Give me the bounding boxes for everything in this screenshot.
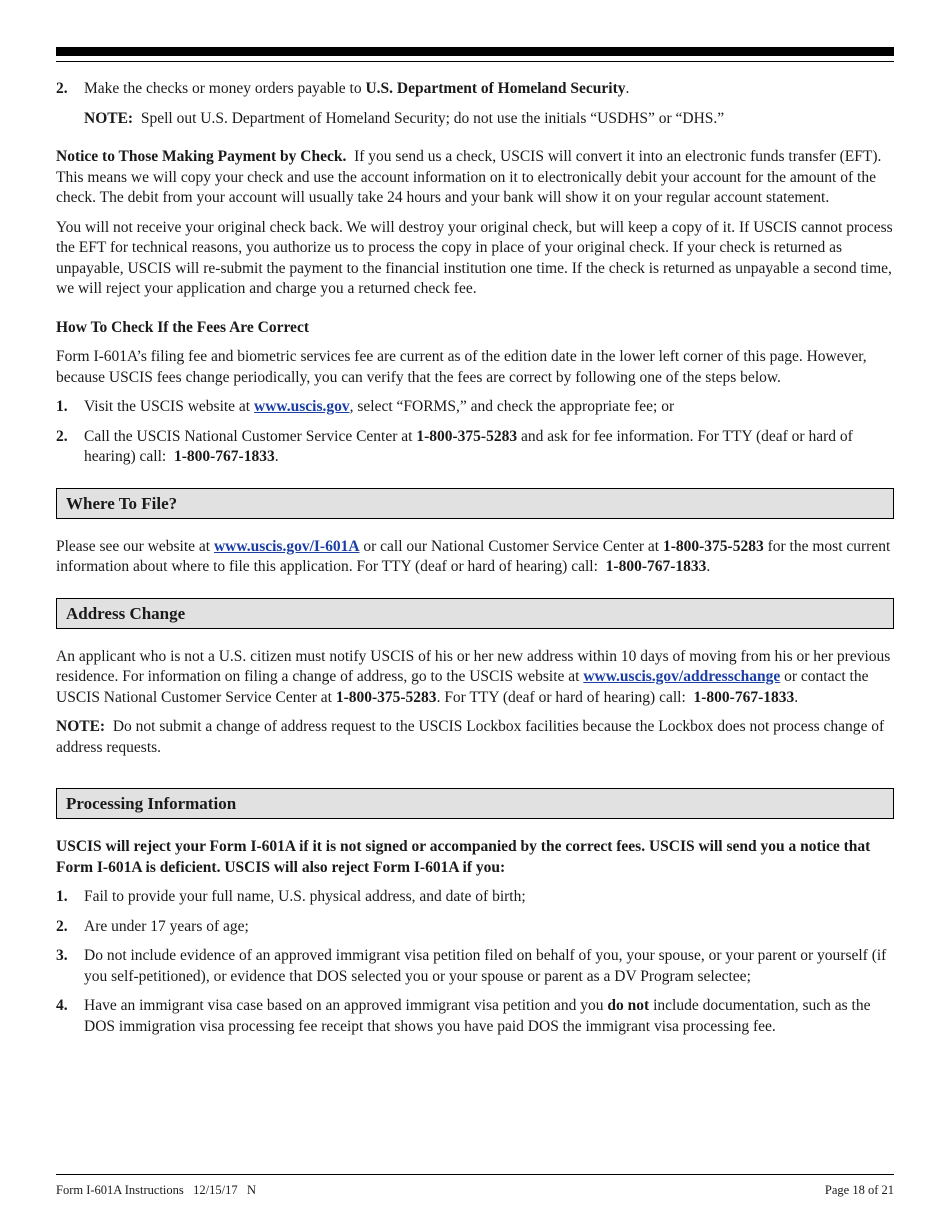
payee-name: U.S. Department of Homeland Security: [365, 80, 626, 97]
section-header-processing-information: Processing Information: [56, 788, 894, 819]
check-notice-paragraph: Notice to Those Making Payment by Check. If you send us a check, USCIS will convert it into an electronic funds transfer (EFT). This means we will copy your check and use the account information on it to electronically debit your account for the amount of the check. The debit from your account will usually take 24 hours and your bank will show it on your regular account statement.: [56, 148, 882, 206]
fees-list-item-1: 1. Visit the USCIS website at www.uscis.gov, select “FORMS,” and check the appropriate fee; or: [56, 398, 675, 415]
list-item: 2. Are under 17 years of age;: [56, 917, 249, 935]
section-header-address-change: Address Change: [56, 598, 894, 629]
check-notice-paragraph-2: You will not receive your original check back. We will destroy your original check, but will keep a copy of it. If USCIS cannot process the EFT for technical reasons, you authorize us to process the copy in place of your original check. If your check is returned as unpayable, USCIS will re-submit the payment to the financial institution one time. If the check is returned as unpayable a second time, we will reject your application and charge you a returned check fee.: [56, 218, 893, 297]
tty-number: 1-800-767-1833: [693, 688, 795, 706]
check-notice-heading: Notice to Those Making Payment by Check.: [56, 148, 347, 165]
payment-text: Make the checks or money orders payable to: [84, 80, 362, 97]
tty-number: 1-800-767-1833: [173, 448, 275, 465]
processing-intro: USCIS will reject your Form I-601A if it is not signed or accompanied by the correct fees. USCIS will send you a notice that Form I-601A is deficient. USCIS will also reject Form I-601A if you:: [56, 838, 871, 876]
address-change-paragraph: An applicant who is not a U.S. citizen must notify USCIS of his or her new address within 10 days of moving from his or her previous residence. For information on filing a change of address, go to the USCIS website at www.uscis.gov/addresschange or contact the USCIS National Customer Service Center at 1-800-375-5283. For TTY (deaf or hard of hearing) call: 1-800-767-1833.: [56, 647, 891, 706]
phone-number: 1-800-375-5283: [335, 688, 437, 706]
fees-intro: Form I-601A’s filing fee and biometric services fee are current as of the edition date in the lower left corner of this page. However, because USCIS fees change periodically, you can verify that the fees are correct by following one of the steps below.: [56, 348, 867, 386]
header-rule-thin: [56, 61, 894, 62]
phone-number: 1-800-375-5283: [662, 537, 764, 555]
fees-heading: How To Check If the Fees Are Correct: [56, 318, 309, 336]
fees-list-item-2: 2. Call the USCIS National Customer Service Center at 1-800-375-5283 and ask for fee information. For TTY (deaf or hard of hearing) call: 1-800-767-1833.: [56, 427, 853, 465]
tty-number: 1-800-767-1833: [605, 558, 707, 575]
list-item: 1. Fail to provide your full name, U.S. physical address, and date of birth;: [56, 888, 526, 905]
note-text: Spell out U.S. Department of Homeland Security; do not use the initials “USDHS” or “DHS.”: [140, 109, 725, 127]
phone-number: 1-800-375-5283: [416, 427, 518, 445]
uscis-website-link[interactable]: www.uscis.gov: [254, 398, 350, 415]
document-body: [56, 79, 894, 1037]
address-change-link[interactable]: www.uscis.gov/addresschange: [583, 668, 781, 685]
payment-list-item-2: 2. Make the checks or money orders payable to U.S. Department of Homeland Security.: [56, 79, 894, 100]
list-number: 2.: [56, 80, 68, 97]
footer-rule: [56, 1174, 894, 1175]
header-rule-thick: [56, 47, 894, 56]
footer-page-number: Page 18 of 21: [824, 1183, 894, 1197]
payment-note: [56, 109, 894, 130]
where-to-file-paragraph: Please see our website at www.uscis.gov/I-601A or call our National Customer Service Center at 1-800-375-5283 for the most current information about where to file this application. For TTY (deaf or hard of hearing) call: 1-800-767-1833.: [56, 537, 891, 575]
footer-form-edition: Form I-601A Instructions 12/15/17 N: [56, 1183, 256, 1197]
list-item: 3. Do not include evidence of an approved immigrant visa petition filed on behalf of you, your spouse, or your parent or yourself (if you self-petitioned), or evidence that DOS selected you or your spouse or parent as a DV Program selectee;: [56, 947, 887, 985]
uscis-i601a-link[interactable]: www.uscis.gov/I-601A: [213, 537, 360, 555]
note-label: NOTE:: [56, 718, 106, 735]
list-item: 4. Have an immigrant visa case based on an approved immigrant visa petition and you do not include documentation, such as the DOS immigration visa processing fee receipt that shows you have paid DOS the immigrant visa processing fee.: [56, 997, 871, 1035]
note-label: NOTE:: [84, 109, 134, 127]
address-change-note: NOTE: Do not submit a change of address request to the USCIS Lockbox facilities because the Lockbox does not process change of address requests.: [56, 718, 885, 756]
emphasis-do-not: do not: [607, 997, 650, 1014]
section-header-where-to-file: Where To File?: [56, 488, 894, 519]
